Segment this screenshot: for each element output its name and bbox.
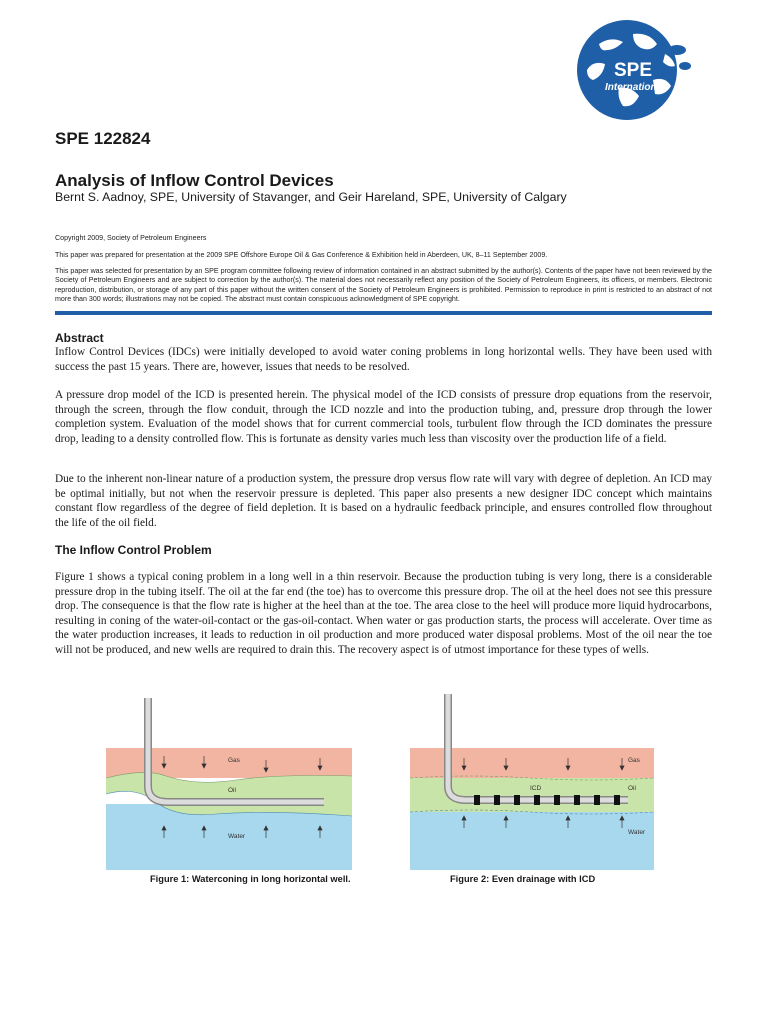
paper-number: SPE 122824	[55, 129, 151, 148]
header-divider	[55, 311, 712, 315]
fig1-oil-label: Oil	[228, 787, 236, 794]
figure-2-diagram	[410, 694, 654, 870]
abstract-heading: Abstract	[55, 331, 104, 345]
logo-international-text: International	[604, 82, 666, 93]
section-heading: The Inflow Control Problem	[55, 543, 212, 557]
spe-international-logo	[553, 14, 713, 122]
fig2-oil-label: Oil	[628, 785, 636, 792]
fig1-gas-label: Gas	[228, 757, 240, 764]
fig2-icd-label: ICD	[530, 785, 542, 792]
paper-title: Analysis of Inflow Control Devices	[55, 171, 334, 190]
figure-1-caption: Figure 1: Waterconing in long horizontal well.	[150, 874, 351, 884]
logo-spe-text: SPE	[613, 60, 653, 81]
fig2-water-label: Water	[628, 829, 646, 836]
section-paragraph: Figure 1 shows a typical coning problem in a long well in a thin reservoir. Because the production tubing is very long, there is a considerable pressure drop in the tubing itself. The oil at the far end (the toe) has to overcome this pressure drop. The oil at the heel does not see this pressure drop. The consequence is that the flow rate is higher at the heel than at the toe. The area close to the heel will produce more liquid hydrocarbons, resulting in coning of the water-oil-contact or the gas-oil-contact. When water or gas production starts, the process will accelerate. Over time as the water production increases, it leads to reduction in oil production and more produced water disposal problems. Most of the oil near the toe will not be produced, and new wells are required to drain this. The recovery aspect is of utmost importance for these types of wells.	[55, 571, 712, 656]
paper-authors: Bernt S. Aadnoy, SPE, University of Stavanger, and Geir Hareland, SPE, University of Calgary	[55, 190, 567, 204]
abstract-paragraph-2: A pressure drop model of the ICD is presented herein. The physical model of the ICD consists of pressure drop equations from the reservoir, through the screen, through the flow conduit, through the ICD nozzle and into the production tubing, and, pressure drop through the lower completion system. Evaluation of the model shows that for current commercial tools, turbulent flow through the ICD dominates the pressure drop, leading to a density controlled flow. This is fortunate as density varies much less than viscosity over the production life of a field.	[55, 389, 712, 445]
figure-1-diagram	[106, 698, 352, 870]
fig2-gas-label: Gas	[628, 757, 640, 764]
review-notice: This paper was selected for presentation by an SPE program committee following review of information contained in an abstract submitted by the author(s). Contents of the paper have not been reviewed by the Society of Petroleum Engineers and are subject to correction by the author(s). The material does not necessarily reflect any position of the Society of Petroleum Engineers, its officers, or members. Electronic reproduction, distribution, or storage of any part of this paper without the written consent of the Society of Petroleum Engineers is prohibited. Permission to reproduce in print is restricted to an abstract of not more than 300 words; illustrations may not be copied. The abstract must contain conspicuous acknowledgment of SPE copyright.	[55, 267, 712, 304]
fig1-water-label: Water	[228, 833, 246, 840]
presentation-notice: This paper was prepared for presentation at the 2009 SPE Offshore Europe Oil & Gas Conference & Exhibition held in Aberdeen, UK, 8–11 September 2009.	[55, 251, 548, 259]
figure-2-caption: Figure 2: Even drainage with ICD	[450, 874, 596, 884]
abstract-paragraph-3: Due to the inherent non-linear nature of a production system, the pressure drop versus flow rate will vary with degree of depletion. An ICD may be optimal initially, but not when the reservoir pressure is depleted. This paper also presents a new designer IDC concept which maintains constant flow regardless of the degree of field depletion. It is based on a hydraulic feedback principle, and ensures controlled flow throughout the life of the oil field.	[55, 473, 712, 529]
copyright-notice: Copyright 2009, Society of Petroleum Engineers	[55, 234, 207, 242]
fig2-water-layer	[410, 812, 654, 870]
abstract-paragraph-1: Inflow Control Devices (IDCs) were initially developed to avoid water coning problems in long horizontal wells. They have been used with success the past 15 years. There are, however, issues that needs to be resolved.	[55, 346, 712, 373]
